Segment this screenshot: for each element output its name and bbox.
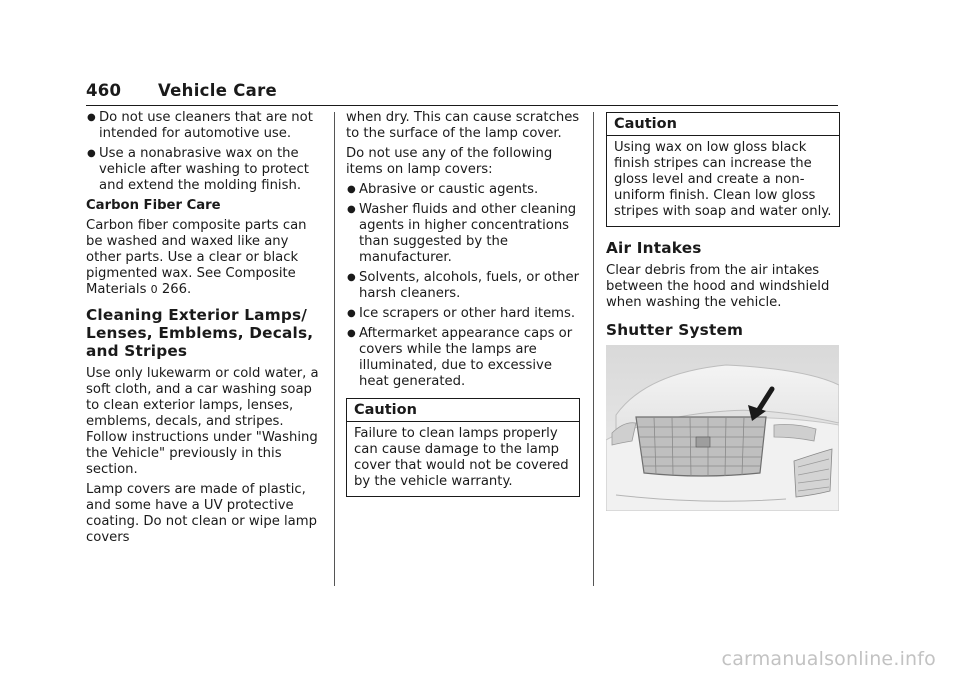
- bullet-list: [86, 110, 322, 194]
- bullet-dot-icon: ●: [87, 148, 96, 159]
- section-title: Vehicle Care: [158, 81, 278, 100]
- watermark-text: carmanualsonline.info: [721, 648, 936, 670]
- list-item-text: Washer fluids and other cleaning agents in higher concentrations than suggested by the manufacturer.: [359, 202, 577, 265]
- bullet-dot-icon: ●: [347, 308, 356, 319]
- list-item: [346, 202, 580, 266]
- emblem-shape: [696, 437, 710, 447]
- composite-materials-page-link[interactable]: 266.: [161, 282, 192, 297]
- shutter-system-illustration: [606, 345, 839, 511]
- list-item-text: Ice scrapers or other hard items.: [359, 306, 576, 321]
- caution-box: [606, 112, 840, 227]
- air-intakes-text: Clear debris from the air intakes between the hood and windshield when washing the vehicle.: [606, 263, 830, 310]
- list-item-text: Do not use cleaners that are not intended for automotive use.: [99, 110, 313, 141]
- bullet-dot-icon: ●: [347, 328, 356, 339]
- lamp-covers-intro: Do not use any of the following items on lamp covers:: [346, 146, 553, 177]
- list-item: [86, 110, 322, 142]
- column-1: [86, 110, 322, 550]
- lamps-heading: Cleaning Exterior Lamps/ Lenses, Emblems, Decals, and Stripes: [86, 306, 314, 360]
- list-item-text: Use a nonabrasive wax on the vehicle after washing to protect and extend the molding finish.: [99, 146, 309, 193]
- caution-title: Caution: [607, 113, 839, 136]
- page-ref-arrow-icon: 0: [150, 283, 158, 296]
- bullet-dot-icon: ●: [347, 204, 356, 215]
- continued-text: when dry. This can cause scratches to the surface of the lamp cover.: [346, 110, 580, 141]
- carbon-fiber-body: Carbon fiber composite parts can be washed and waxed like any other parts. Use a clear or black pigmented wax. See Composite Materials: [86, 218, 307, 297]
- carbon-fiber-text: [86, 218, 322, 298]
- shutter-system-heading: Shutter System: [606, 321, 744, 339]
- list-item-text: Aftermarket appearance caps or covers while the lamps are illuminated, due to excessive heat generated.: [359, 326, 573, 389]
- caution-text: Using wax on low gloss black finish stripes can increase the gloss level and create a non-uniform finish. Clean low gloss stripes with soap and water only.: [614, 140, 832, 219]
- list-item: [346, 306, 580, 322]
- air-intakes-heading: Air Intakes: [606, 239, 702, 257]
- list-item: [346, 270, 580, 302]
- column-3: [606, 110, 840, 511]
- bullet-dot-icon: ●: [347, 184, 356, 195]
- lamps-paragraph-2: Lamp covers are made of plastic, and some have a UV protective coating. Do not clean or wipe lamp covers: [86, 482, 317, 545]
- list-item: [86, 146, 322, 194]
- lamps-paragraph-1: Use only lukewarm or cold water, a soft cloth, and a car washing soap to clean exterior lamps, lenses, emblems, decals, and stripes. Follow instructions under "Washing the Vehicle" previously in this section.: [86, 366, 319, 477]
- list-item-text: Solvents, alcohols, fuels, or other harsh cleaners.: [359, 270, 580, 301]
- page-header: [86, 81, 838, 106]
- caution-box: [346, 398, 580, 497]
- bullet-dot-icon: ●: [87, 112, 96, 123]
- page-number: 460: [86, 81, 122, 100]
- list-item: [346, 326, 580, 390]
- column-divider: [593, 112, 594, 586]
- list-item-text: Abrasive or caustic agents.: [359, 182, 539, 197]
- bullet-list: [346, 182, 580, 390]
- bullet-dot-icon: ●: [347, 272, 356, 283]
- column-2: [346, 110, 580, 503]
- column-divider: [334, 112, 335, 586]
- caution-text: Failure to clean lamps properly can cause damage to the lamp cover that would not be covered by the vehicle warranty.: [354, 426, 569, 489]
- list-item: [346, 182, 580, 198]
- carbon-fiber-title: Carbon Fiber Care: [86, 198, 221, 213]
- caution-title: Caution: [347, 399, 579, 422]
